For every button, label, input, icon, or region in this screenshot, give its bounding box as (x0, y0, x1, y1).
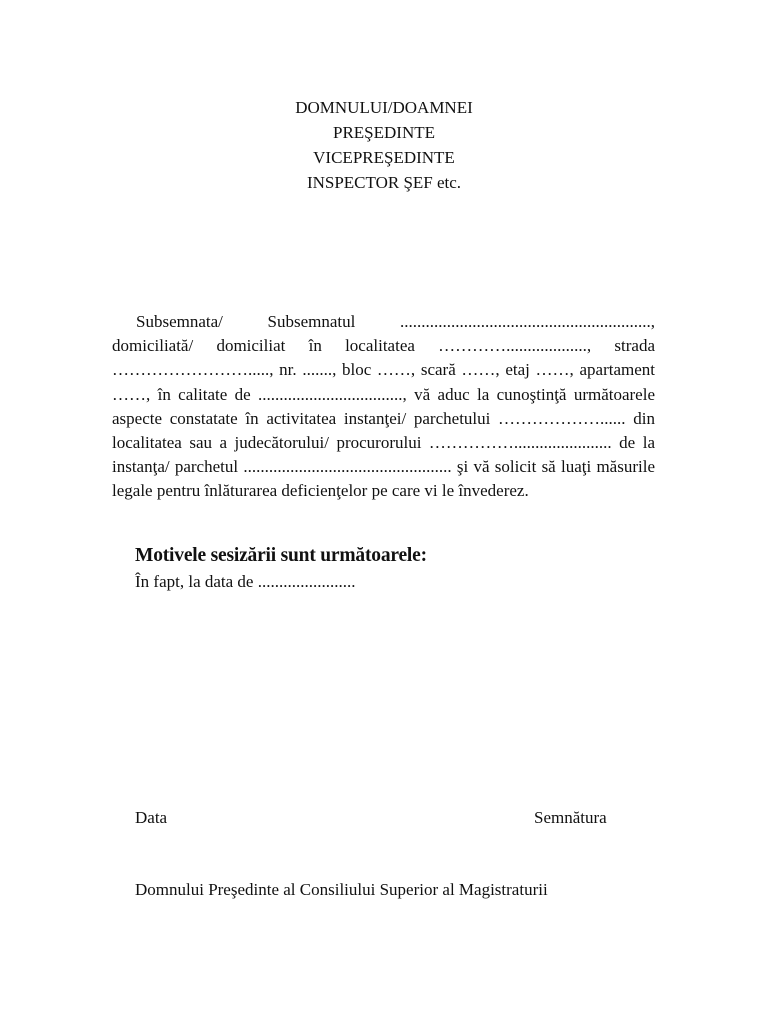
signature-label: Semnătura (534, 808, 607, 827)
date-label: Data (135, 808, 168, 827)
header-line-vice-president: VICEPREŞEDINTE (313, 148, 455, 167)
header-line-president: PREŞEDINTE (333, 123, 435, 142)
complaint-body-paragraph: Subsemnata/ Subsemnatul ..........................................................., domiciliată/ domiciliat în localitatea …………..................., strada ……………………....., nr. ......., bloc ……, scară ……, etaj ……, apartament ……, în calitate de .................................., vă aduc la cunoştinţă următoarele aspecte constatate în activitatea instanţei/ parchetului ………………...... din localitatea sau a judecătorului/ procurorului ……………....................... de la instanţa/ parchetul ................................................. şi vă solicit să luaţi măsurile legale pentru înlăturarea deficienţelor pe care vi le învederez. (112, 312, 655, 501)
motives-heading: Motivele sesizării sunt următoarele: (135, 545, 427, 566)
header-line-chief-inspector: INSPECTOR ŞEF etc. (306, 173, 462, 192)
header-line-recipient: DOMNULUI/DOAMNEI (295, 98, 473, 117)
addressee-header (0, 95, 768, 195)
facts-line: În fapt, la data de ....................... (135, 572, 356, 591)
final-addressee: Domnului Preşedinte al Consiliului Superior al Magistraturii (135, 880, 548, 899)
